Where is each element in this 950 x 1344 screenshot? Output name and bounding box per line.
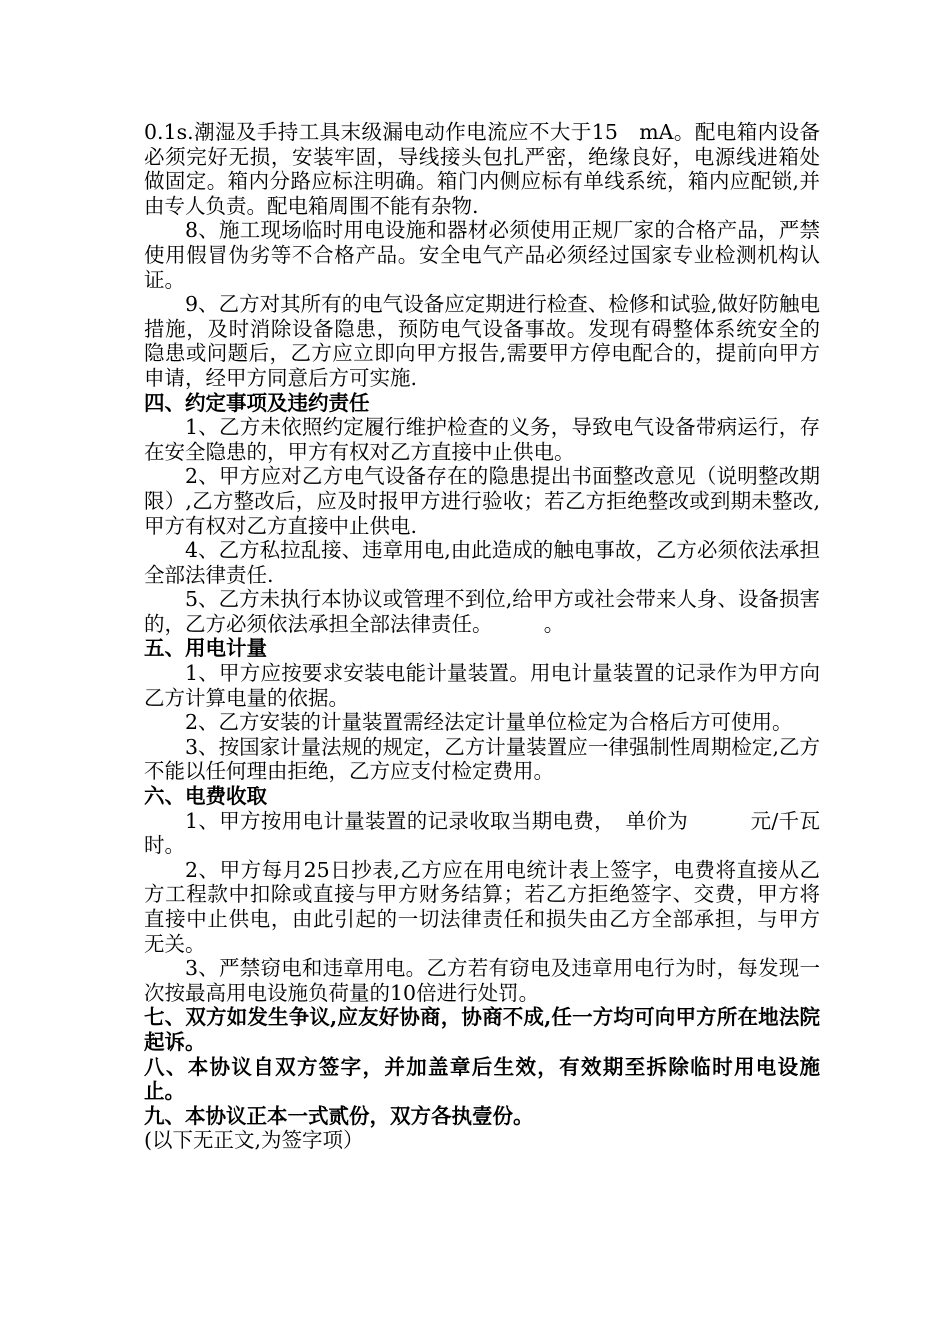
- section-heading: 六、电费收取: [144, 784, 267, 809]
- paragraph: 8、施工现场临时用电设施和器材必须使用正规厂家的合格产品，严禁使用假冒伪劣等不合格产品。安全电气产品必须经过国家专业检测机构认证。: [144, 218, 820, 292]
- paragraph: 9、乙方对其所有的电气设备应定期进行检查、检修和试验,做好防触电措施，及时消除设备隐患，预防电气设备事故。发现有碍整体系统安全的隐患或问题后，乙方应立即向甲方报告,需要甲方停电配合的，提前向甲方申请，经甲方同意后方可实施.: [144, 292, 820, 390]
- section-heading: 九、本协议正本一式贰份，双方各执壹份。: [144, 1103, 534, 1128]
- paragraph: 3、严禁窃电和违章用电。乙方若有窃电及违章用电行为时，每发现一次按最高用电设施负荷量的10倍进行处罚。: [144, 956, 820, 1005]
- paragraph: 1、甲方按用电计量装置的记录收取当期电费， 单价为 元/千瓦时。: [144, 808, 820, 858]
- paragraph: 3、按国家计量法规的规定，乙方计量装置应一律强制性周期检定,乙方不能以任何理由拒绝，乙方应支付检定费用。: [144, 734, 820, 784]
- paragraph: 1、甲方应按要求安装电能计量装置。用电计量装置的记录作为甲方向乙方计算电量的依据。: [144, 661, 820, 710]
- document-page: [144, 120, 820, 1153]
- section-heading: 五、用电计量: [144, 636, 267, 661]
- section-heading: 七、双方如发生争议,应友好协商，协商不成,任一方均可向甲方所在地法院起诉。: [144, 1005, 820, 1054]
- paragraph: 2、甲方应对乙方电气设备存在的隐患提出书面整改意见（说明整改期限）,乙方整改后，应及时报甲方进行验收；若乙方拒绝整改或到期未整改,甲方有权对乙方直接中止供电.: [144, 464, 820, 538]
- paragraph: 1、乙方未依照约定履行维护检查的义务，导致电气设备带病运行，存在安全隐患的，甲方有权对乙方直接中止供电。: [144, 415, 820, 464]
- closing-note: (以下无正文,为签字项）: [144, 1128, 364, 1153]
- paragraph: 4、乙方私拉乱接、违章用电,由此造成的触电事故，乙方必须依法承担全部法律责任.: [144, 538, 820, 587]
- section-heading: 四、约定事项及违约责任: [144, 390, 370, 415]
- section-heading: 八、本协议自双方签字，并加盖章后生效，有效期至拆除临时用电设施止。: [144, 1054, 820, 1104]
- paragraph: 2、甲方每月25日抄表,乙方应在用电统计表上签字，电费将直接从乙方工程款中扣除或直接与甲方财务结算；若乙方拒绝签字、交费，甲方将直接中止供电，由此引起的一切法律责任和损失由乙方全部承担，与甲方无关。: [144, 857, 820, 956]
- paragraph: 2、乙方安装的计量装置需经法定计量单位检定为合格后方可使用。: [185, 710, 793, 735]
- paragraph: 5、乙方未执行本协议或管理不到位,给甲方或社会带来人身、设备损害的，乙方必须依法承担全部法律责任。 。: [144, 587, 820, 636]
- paragraph: 0.1s.潮湿及手持工具末级漏电动作电流应不大于15 mA。配电箱内设备必须完好无损，安装牢固，导线接头包扎严密，绝缘良好，电源线进箱处做固定。箱内分路应标注明确。箱门内侧应标有单线系统，箱内应配锁,并由专人负责。配电箱周围不能有杂物.: [144, 120, 820, 218]
